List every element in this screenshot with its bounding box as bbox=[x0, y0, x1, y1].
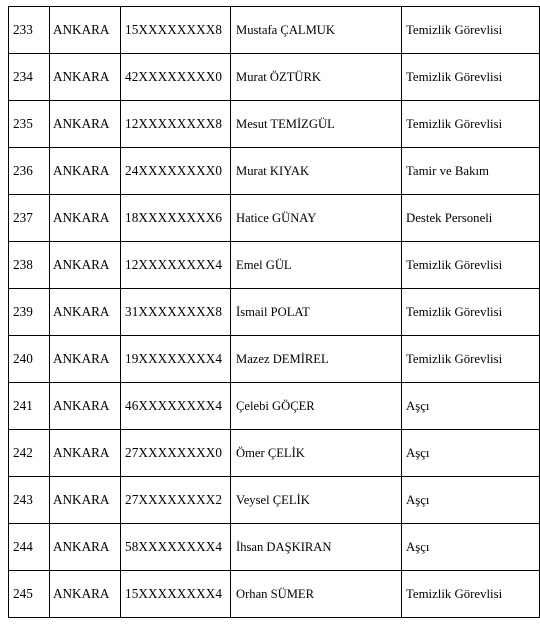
table-row bbox=[9, 148, 540, 195]
person-name-cell: Orhan SÜMER bbox=[231, 571, 402, 618]
job-title-cell: Tamir ve Bakım bbox=[402, 148, 540, 195]
person-name-cell: Çelebi GÖÇER bbox=[231, 383, 402, 430]
city-cell: ANKARA bbox=[50, 336, 121, 383]
job-title-cell: Aşçı bbox=[402, 524, 540, 571]
person-name-cell: Murat KIYAK bbox=[231, 148, 402, 195]
table-row bbox=[9, 524, 540, 571]
city-cell: ANKARA bbox=[50, 524, 121, 571]
city-cell: ANKARA bbox=[50, 477, 121, 524]
row-number-cell: 240 bbox=[9, 336, 50, 383]
person-name-cell: Murat ÖZTÜRK bbox=[231, 54, 402, 101]
job-title-cell: Temizlik Görevlisi bbox=[402, 336, 540, 383]
table-row bbox=[9, 7, 540, 54]
person-name-cell: İsmail POLAT bbox=[231, 289, 402, 336]
personnel-table bbox=[8, 6, 540, 618]
person-name-cell: Mustafa ÇALMUK bbox=[231, 7, 402, 54]
job-title-cell: Temizlik Görevlisi bbox=[402, 289, 540, 336]
table-row bbox=[9, 477, 540, 524]
city-cell: ANKARA bbox=[50, 383, 121, 430]
id-number-cell: 46XXXXXXXX4 bbox=[121, 383, 231, 430]
table-row bbox=[9, 101, 540, 148]
table-row bbox=[9, 571, 540, 618]
city-cell: ANKARA bbox=[50, 571, 121, 618]
row-number-cell: 239 bbox=[9, 289, 50, 336]
row-number-cell: 243 bbox=[9, 477, 50, 524]
city-cell: ANKARA bbox=[50, 7, 121, 54]
city-cell: ANKARA bbox=[50, 101, 121, 148]
city-cell: ANKARA bbox=[50, 148, 121, 195]
job-title-cell: Temizlik Görevlisi bbox=[402, 571, 540, 618]
job-title-cell: Temizlik Görevlisi bbox=[402, 101, 540, 148]
table-row bbox=[9, 195, 540, 242]
table-body bbox=[9, 7, 540, 618]
job-title-cell: Aşçı bbox=[402, 477, 540, 524]
table-row bbox=[9, 430, 540, 477]
city-cell: ANKARA bbox=[50, 242, 121, 289]
table-row bbox=[9, 289, 540, 336]
person-name-cell: Mesut TEMİZGÜL bbox=[231, 101, 402, 148]
job-title-cell: Destek Personeli bbox=[402, 195, 540, 242]
job-title-cell: Temizlik Görevlisi bbox=[402, 7, 540, 54]
person-name-cell: Hatice GÜNAY bbox=[231, 195, 402, 242]
id-number-cell: 15XXXXXXXX8 bbox=[121, 7, 231, 54]
city-cell: ANKARA bbox=[50, 54, 121, 101]
row-number-cell: 233 bbox=[9, 7, 50, 54]
id-number-cell: 12XXXXXXXX8 bbox=[121, 101, 231, 148]
person-name-cell: Ömer ÇELİK bbox=[231, 430, 402, 477]
job-title-cell: Temizlik Görevlisi bbox=[402, 242, 540, 289]
table-row bbox=[9, 383, 540, 430]
document-page bbox=[0, 6, 540, 618]
id-number-cell: 42XXXXXXXX0 bbox=[121, 54, 231, 101]
row-number-cell: 245 bbox=[9, 571, 50, 618]
city-cell: ANKARA bbox=[50, 430, 121, 477]
id-number-cell: 31XXXXXXXX8 bbox=[121, 289, 231, 336]
row-number-cell: 235 bbox=[9, 101, 50, 148]
job-title-cell: Temizlik Görevlisi bbox=[402, 54, 540, 101]
id-number-cell: 58XXXXXXXX4 bbox=[121, 524, 231, 571]
id-number-cell: 18XXXXXXXX6 bbox=[121, 195, 231, 242]
id-number-cell: 12XXXXXXXX4 bbox=[121, 242, 231, 289]
id-number-cell: 27XXXXXXXX2 bbox=[121, 477, 231, 524]
id-number-cell: 19XXXXXXXX4 bbox=[121, 336, 231, 383]
id-number-cell: 27XXXXXXXX0 bbox=[121, 430, 231, 477]
id-number-cell: 24XXXXXXXX0 bbox=[121, 148, 231, 195]
row-number-cell: 244 bbox=[9, 524, 50, 571]
row-number-cell: 236 bbox=[9, 148, 50, 195]
row-number-cell: 234 bbox=[9, 54, 50, 101]
city-cell: ANKARA bbox=[50, 195, 121, 242]
row-number-cell: 238 bbox=[9, 242, 50, 289]
job-title-cell: Aşçı bbox=[402, 430, 540, 477]
row-number-cell: 237 bbox=[9, 195, 50, 242]
person-name-cell: Mazez DEMİREL bbox=[231, 336, 402, 383]
city-cell: ANKARA bbox=[50, 289, 121, 336]
row-number-cell: 242 bbox=[9, 430, 50, 477]
table-row bbox=[9, 54, 540, 101]
person-name-cell: Veysel ÇELİK bbox=[231, 477, 402, 524]
table-row bbox=[9, 242, 540, 289]
job-title-cell: Aşçı bbox=[402, 383, 540, 430]
person-name-cell: İhsan DAŞKIRAN bbox=[231, 524, 402, 571]
person-name-cell: Emel GÜL bbox=[231, 242, 402, 289]
table-row bbox=[9, 336, 540, 383]
row-number-cell: 241 bbox=[9, 383, 50, 430]
id-number-cell: 15XXXXXXXX4 bbox=[121, 571, 231, 618]
